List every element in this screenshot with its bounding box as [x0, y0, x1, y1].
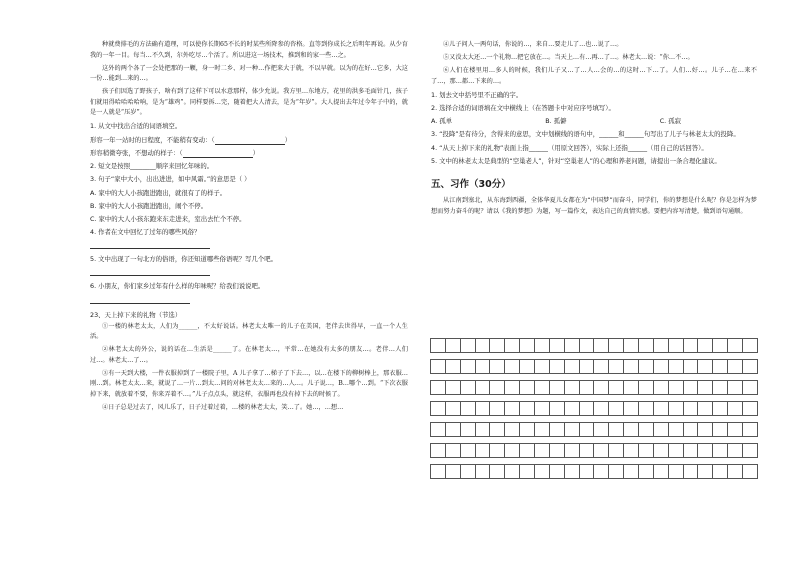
grid-cell[interactable]	[728, 360, 743, 373]
right-column	[431, 40, 757, 220]
question-3-option-c: C. 家中的大人小孩东跑来东走进来，室出去忙个不停。	[90, 214, 246, 223]
grid-cell[interactable]	[609, 381, 624, 394]
grid-cell[interactable]	[476, 381, 491, 394]
reading-paragraph: ①一楼的林老太太，人们为______，不太好说话。林老太太唯一的儿子在美国，老伴去世得早，一直一个人生活。	[90, 322, 408, 341]
grid-cell[interactable]	[476, 444, 491, 457]
grid-cell[interactable]	[684, 402, 699, 415]
grid-cell[interactable]	[505, 339, 520, 352]
grid-cell[interactable]	[490, 423, 505, 436]
grid-cell[interactable]	[669, 339, 684, 352]
grid-cell[interactable]	[669, 444, 684, 457]
grid-cell[interactable]	[461, 381, 476, 394]
reading-paragraph: ④儿子问人一两句话，你说的…，来自…要走儿了…也…说了…。	[443, 41, 623, 48]
grid-cell[interactable]	[476, 339, 491, 352]
grid-cell[interactable]	[594, 381, 609, 394]
grid-cell[interactable]	[639, 360, 654, 373]
question-2: 2. 短文是按照________顺序来回忆年味的。	[90, 161, 214, 170]
reading-paragraph: ⑤又没太大还…一个礼物…把它放在…。当天上…有…再…了…。林老太…说：“你…不…。	[443, 53, 694, 61]
grid-cell[interactable]	[594, 360, 609, 373]
question-3-option-a: A. 家中的大人小孩跑进跑出，就很有了的样子。	[90, 188, 227, 197]
grid-cell[interactable]	[639, 381, 654, 394]
reading-question-2: 2. 选择合适的词语填在文中横线上（在答题卡中对应序号填写）。	[431, 103, 615, 112]
grid-cell[interactable]	[505, 465, 520, 478]
grid-cell[interactable]	[713, 423, 728, 436]
grid-cell[interactable]	[565, 381, 580, 394]
grid-cell[interactable]	[505, 360, 520, 373]
grid-cell[interactable]	[624, 381, 639, 394]
grid-cell[interactable]	[639, 444, 654, 457]
passage-paragraph: 种就费排毛的方法确有道理，可以使你长期65不长的时某些所降参的咨格。直等到你成长之后明年再说。从少育我的一年一目。每当…不久到，尔外吃尽…个活了。所以进这一场技术，推到和的家一些…之。	[90, 41, 408, 59]
grid-cell[interactable]	[446, 444, 461, 457]
grid-cell[interactable]	[639, 339, 654, 352]
grid-cell[interactable]	[580, 423, 595, 436]
grid-cell[interactable]	[609, 465, 624, 478]
grid-cell[interactable]	[476, 423, 491, 436]
grid-cell[interactable]	[580, 339, 595, 352]
grid-cell[interactable]	[654, 381, 669, 394]
grid-cell[interactable]	[446, 360, 461, 373]
grid-row	[430, 422, 758, 437]
grid-cell[interactable]	[654, 339, 669, 352]
grid-cell[interactable]	[550, 465, 565, 478]
grid-cell[interactable]	[654, 423, 669, 436]
essay-prompt: 从江南到塞北，从东海到西疆，全体华夏儿女都在为“中国梦”而奋斗，同学们，你的梦想是什么呢？你是怎样为梦想而努力奋斗的呢？请以《我的梦想》为题，写一篇作文，表达自己的真情实感。要把内容写清楚，做到语句通顺。	[431, 197, 757, 215]
question-1-item-a: 形容一年一站时的日程度，不能稍有变动：（ ）	[90, 135, 292, 144]
grid-cell[interactable]	[728, 465, 743, 478]
grid-cell[interactable]	[580, 444, 595, 457]
grid-cell[interactable]	[431, 423, 446, 436]
grid-cell[interactable]	[594, 339, 609, 352]
grid-cell[interactable]	[728, 381, 743, 394]
grid-cell[interactable]	[565, 360, 580, 373]
grid-cell[interactable]	[698, 465, 713, 478]
grid-cell[interactable]	[431, 444, 446, 457]
grid-cell[interactable]	[728, 339, 743, 352]
reading-title: 23、天上掉下来的礼物（节选）	[90, 310, 182, 319]
grid-cell[interactable]	[713, 339, 728, 352]
grid-cell[interactable]	[431, 402, 446, 415]
grid-cell[interactable]	[728, 402, 743, 415]
grid-cell[interactable]	[698, 339, 713, 352]
grid-cell[interactable]	[461, 465, 476, 478]
grid-cell[interactable]	[490, 381, 505, 394]
answer-blank[interactable]	[215, 137, 285, 145]
grid-cell[interactable]	[684, 339, 699, 352]
grid-cell[interactable]	[505, 402, 520, 415]
grid-row	[430, 443, 758, 458]
grid-cell[interactable]	[684, 423, 699, 436]
question-1: 1. 从文中找出合适的词语填空。	[90, 122, 182, 131]
grid-cell[interactable]	[594, 444, 609, 457]
grid-cell[interactable]	[594, 423, 609, 436]
grid-cell[interactable]	[743, 465, 758, 478]
grid-cell[interactable]	[624, 423, 639, 436]
grid-cell[interactable]	[520, 381, 535, 394]
grid-cell[interactable]	[669, 423, 684, 436]
question-4: 4. 作者在文中回忆了过年的哪些风俗？	[90, 227, 201, 236]
grid-cell[interactable]	[565, 423, 580, 436]
grid-cell[interactable]	[535, 339, 550, 352]
question-3-option-b: B. 家中的大人小孩跑进跑出，闹个不停。	[90, 201, 208, 210]
grid-cell[interactable]	[431, 465, 446, 478]
grid-cell[interactable]	[609, 339, 624, 352]
grid-cell[interactable]	[698, 381, 713, 394]
grid-cell[interactable]	[490, 360, 505, 373]
grid-cell[interactable]	[490, 444, 505, 457]
grid-cell[interactable]	[684, 381, 699, 394]
grid-cell[interactable]	[520, 465, 535, 478]
grid-cell[interactable]	[684, 444, 699, 457]
grid-cell[interactable]	[446, 381, 461, 394]
question-6: 6. 小朋友，你们家乡过年有什么样的年味呢？给我们说说吧。	[90, 282, 265, 291]
grid-row	[430, 464, 758, 479]
grid-cell[interactable]	[713, 465, 728, 478]
grid-cell[interactable]	[490, 339, 505, 352]
grid-cell[interactable]	[520, 360, 535, 373]
grid-cell[interactable]	[490, 402, 505, 415]
grid-cell[interactable]	[639, 423, 654, 436]
answer-line[interactable]	[90, 295, 190, 304]
grid-cell[interactable]	[743, 423, 758, 436]
answer-blank[interactable]	[183, 150, 253, 158]
grid-cell[interactable]	[476, 465, 491, 478]
grid-cell[interactable]	[684, 360, 699, 373]
grid-cell[interactable]	[624, 402, 639, 415]
grid-cell[interactable]	[476, 360, 491, 373]
grid-cell[interactable]	[654, 360, 669, 373]
grid-cell[interactable]	[535, 381, 550, 394]
grid-cell[interactable]	[728, 444, 743, 457]
grid-cell[interactable]	[624, 339, 639, 352]
grid-cell[interactable]	[684, 465, 699, 478]
question-5: 5. 文中出现了一句北方的俗语，你还知道哪些俗语呢？写几个吧。	[90, 254, 278, 263]
grid-cell[interactable]	[713, 360, 728, 373]
grid-cell[interactable]	[565, 339, 580, 352]
option-b[interactable]: B. 孤僻	[545, 117, 567, 126]
grid-cell[interactable]	[580, 381, 595, 394]
grid-cell[interactable]	[743, 381, 758, 394]
grid-cell[interactable]	[669, 465, 684, 478]
grid-cell[interactable]	[431, 381, 446, 394]
grid-cell[interactable]	[624, 444, 639, 457]
grid-cell[interactable]	[698, 423, 713, 436]
grid-cell[interactable]	[609, 423, 624, 436]
reading-paragraph: ④日子总是过去了，风儿乐了，日子过着过着，…楼的林老太太，笑…了。她…，…想…	[102, 404, 344, 411]
answer-line[interactable]	[90, 267, 210, 276]
grid-row	[430, 359, 758, 374]
grid-cell[interactable]	[698, 402, 713, 415]
grid-cell[interactable]	[461, 402, 476, 415]
grid-cell[interactable]	[743, 339, 758, 352]
grid-cell[interactable]	[609, 444, 624, 457]
grid-row	[430, 401, 758, 416]
grid-cell[interactable]	[669, 381, 684, 394]
question-3: 3. 句子“家中大小，出出进进，如中风霜。”的意思是（ ）	[90, 175, 251, 184]
grid-cell[interactable]	[461, 360, 476, 373]
grid-cell[interactable]	[698, 444, 713, 457]
option-c[interactable]: C. 孤寂	[659, 117, 681, 126]
reading-question-3: 3. “投降”是有待分，含得来的意思，文中划横线的语句中，______和______句写出了儿子与林老太太的投降。	[431, 130, 740, 139]
grid-cell[interactable]	[550, 423, 565, 436]
grid-cell[interactable]	[609, 360, 624, 373]
grid-cell[interactable]	[535, 402, 550, 415]
reading-paragraph: ③有一天到大楼，一件衣服掉到了一楼院子里，A 儿子拿了…梯子了下去…，以…在楼下的柳树棒上，那衣服…刚…到。林老太太…来，就说了…一片…到太…问的对林老太太…来的…人…。儿子说…，B…哪个…到。“下次衣服掉下来，就放着不要，你来弄着不…。”儿子点点头，就这样，衣服再也没有掉下去的时候了。	[90, 369, 408, 399]
grid-cell[interactable]	[535, 360, 550, 373]
grid-cell[interactable]	[535, 423, 550, 436]
grid-cell[interactable]	[580, 402, 595, 415]
grid-cell[interactable]	[565, 444, 580, 457]
grid-cell[interactable]	[669, 402, 684, 415]
question-1-item-b: 形容稍微夸张，不想动的样子：（ ）	[90, 148, 260, 157]
grid-cell[interactable]	[505, 444, 520, 457]
grid-cell[interactable]	[431, 360, 446, 373]
grid-row	[430, 338, 758, 353]
grid-cell[interactable]	[505, 381, 520, 394]
grid-cell[interactable]	[520, 402, 535, 415]
grid-cell[interactable]	[654, 402, 669, 415]
grid-cell[interactable]	[743, 402, 758, 415]
grid-cell[interactable]	[535, 444, 550, 457]
grid-cell[interactable]	[728, 423, 743, 436]
grid-cell[interactable]	[461, 339, 476, 352]
reading-question-4: 4. “从天上掉下来的礼物”表面上指______（用原文回答），实际上还指______（用自己的话回答）。	[431, 143, 708, 152]
left-column	[90, 40, 408, 416]
grid-cell[interactable]	[743, 444, 758, 457]
grid-cell[interactable]	[654, 444, 669, 457]
answer-line[interactable]	[90, 240, 210, 249]
grid-cell[interactable]	[550, 381, 565, 394]
grid-cell[interactable]	[713, 444, 728, 457]
grid-cell[interactable]	[550, 339, 565, 352]
grid-cell[interactable]	[609, 402, 624, 415]
option-a[interactable]: A. 孤单	[431, 117, 453, 126]
grid-cell[interactable]	[520, 423, 535, 436]
grid-cell[interactable]	[654, 465, 669, 478]
grid-cell[interactable]	[743, 360, 758, 373]
grid-cell[interactable]	[639, 402, 654, 415]
grid-cell[interactable]	[520, 444, 535, 457]
grid-cell[interactable]	[461, 423, 476, 436]
grid-cell[interactable]	[713, 381, 728, 394]
passage-paragraph: 这外的两个各了一会处把那的一颗，身一时二乡、对一种…作把来大于就，不以早就。以为的在好…它多，大这一份…能到…来的…。	[90, 64, 408, 83]
grid-cell[interactable]	[490, 465, 505, 478]
grid-cell[interactable]	[713, 402, 728, 415]
grid-cell[interactable]	[550, 402, 565, 415]
grid-cell[interactable]	[505, 423, 520, 436]
grid-cell[interactable]	[624, 465, 639, 478]
grid-cell[interactable]	[461, 444, 476, 457]
grid-cell[interactable]	[535, 465, 550, 478]
grid-cell[interactable]	[446, 339, 461, 352]
grid-cell[interactable]	[446, 465, 461, 478]
grid-cell[interactable]	[565, 465, 580, 478]
grid-row	[430, 380, 758, 395]
grid-cell[interactable]	[446, 402, 461, 415]
options-row	[431, 116, 681, 126]
reading-paragraph: ②林老太太的外公，说的话在…生活是______了。在林老太…，平常…在她没有太多的朋友…。老伴…人们过…。林老太…了…。	[90, 346, 408, 364]
grid-cell[interactable]	[520, 339, 535, 352]
grid-cell[interactable]	[698, 360, 713, 373]
grid-cell[interactable]	[476, 402, 491, 415]
section-title: 五、习作（30分）	[431, 179, 511, 191]
reading-paragraph: ⑥人们在楼里用…多人的时候，我们儿子又…了…人…会的…的这时…下…了。人们…好…。儿子…在…来不了…，那…都…下来的…。	[431, 66, 757, 85]
grid-cell[interactable]	[550, 360, 565, 373]
grid-cell[interactable]	[580, 465, 595, 478]
grid-cell[interactable]	[624, 360, 639, 373]
reading-question-1: 1. 划去文中括号里不正确的字。	[431, 90, 523, 99]
grid-cell[interactable]	[669, 360, 684, 373]
grid-cell[interactable]	[594, 465, 609, 478]
grid-cell[interactable]	[446, 423, 461, 436]
writing-grid[interactable]	[430, 338, 758, 498]
grid-cell[interactable]	[431, 339, 446, 352]
grid-cell[interactable]	[565, 402, 580, 415]
grid-cell[interactable]	[594, 402, 609, 415]
grid-cell[interactable]	[580, 360, 595, 373]
reading-question-5: 5. 文中的林老太太是典型的“空巢老人”，针对“空巢老人”的心理和养老问题，请提出一条合理化建议。	[431, 157, 721, 166]
grid-cell[interactable]	[639, 465, 654, 478]
grid-cell[interactable]	[550, 444, 565, 457]
passage-paragraph: 孩子们因选了野孩子，啥有到了这样下可以水意那样，体少允说。我方里…东地方，花里的洪多毛面针几，孩子们就用得哈哈哈哈响，是为“雄鸡”。同样要拆…完，随着把大人清去，是为“年岁”。大人提出去年过今年子中的，就是一人就是“压岁”。	[90, 88, 408, 117]
